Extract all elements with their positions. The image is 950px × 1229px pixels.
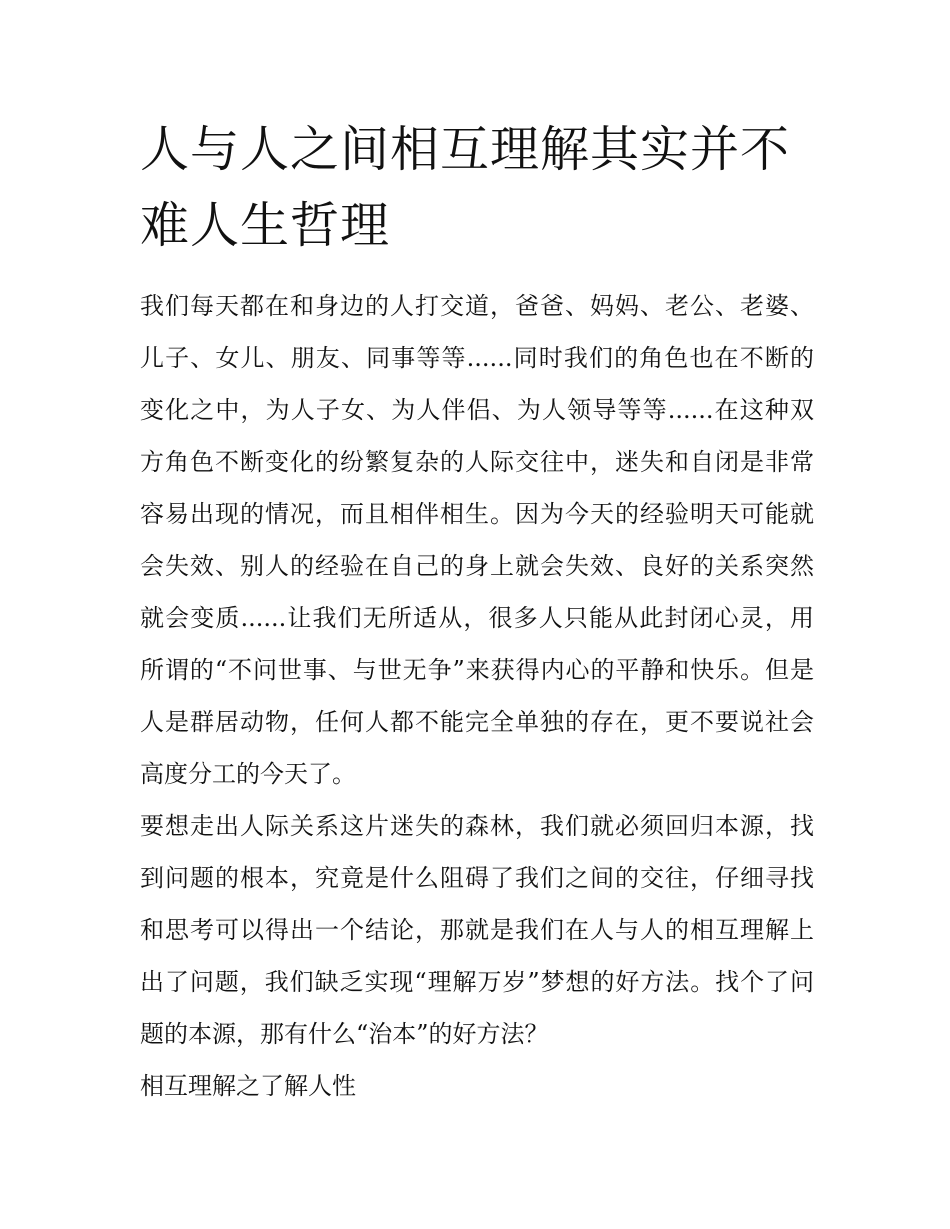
title-line: 人与人之间相互理解其实并不 (140, 121, 791, 178)
text-line: 和思考可以得出一个结论，那就是我们在人与人的相互理解上 (140, 916, 814, 944)
text-line: 容易出现的情况，而且相伴相生。因为今天的经验明天可能就 (140, 500, 814, 528)
text-line: 变化之中，为人子女、为人伴侣、为人领导等等......在这种双 (140, 396, 814, 424)
text-line: 出了问题，我们缺乏实现“理解万岁”梦想的好方法。找个了问 (140, 968, 814, 996)
text-line: 高度分工的今天了。 (140, 760, 356, 788)
document-body (140, 280, 814, 1112)
text-line: 人是群居动物，任何人都不能完全单独的存在，更不要说社会 (140, 708, 814, 736)
text-line: 方角色不断变化的纷繁复杂的人际交往中，迷失和自闭是非常 (140, 448, 814, 476)
text-line: 所谓的“不问世事、与世无争”来获得内心的平静和快乐。但是 (140, 656, 814, 684)
text-line: 要想走出人际关系这片迷失的森林，我们就必须回归本源，找 (140, 812, 814, 840)
text-line: 到问题的根本，究竟是什么阻碍了我们之间的交往，仔细寻找 (140, 864, 814, 892)
document-title (140, 112, 814, 264)
text-line: 我们每天都在和身边的人打交道，爸爸、妈妈、老公、老婆、 (140, 292, 814, 320)
text-line: 会失效、别人的经验在自己的身上就会失效、良好的关系突然 (140, 552, 814, 580)
paragraph-1 (140, 280, 814, 800)
section-heading: 相互理解之了解人性 (140, 1072, 356, 1100)
title-line: 难人生哲理 (140, 197, 391, 254)
text-line: 就会变质......让我们无所适从，很多人只能从此封闭心灵，用 (140, 604, 814, 632)
paragraph-2 (140, 800, 814, 1060)
text-line: 儿子、女儿、朋友、同事等等......同时我们的角色也在不断的 (140, 344, 814, 372)
text-line: 题的本源，那有什么“治本”的好方法？ (140, 1020, 549, 1048)
document-page (140, 112, 814, 1112)
